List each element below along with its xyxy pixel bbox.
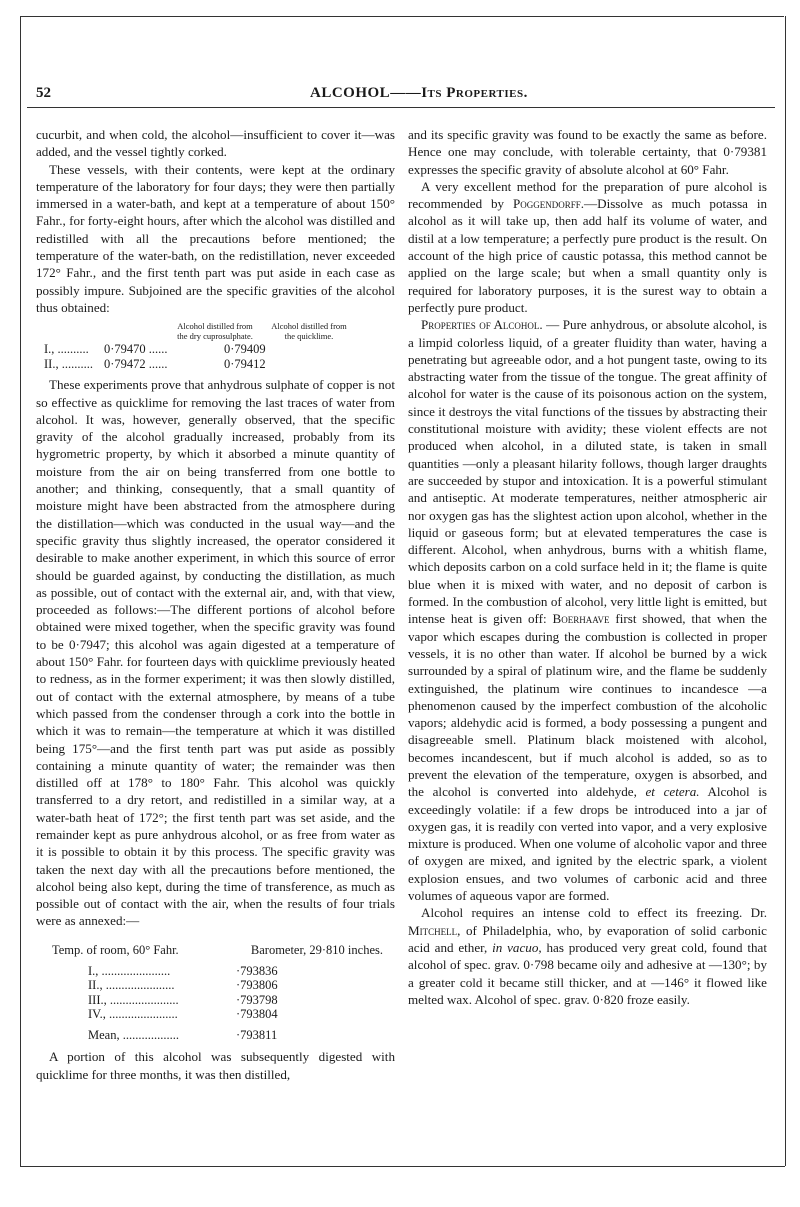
running-head-title: ALCOHOL	[310, 85, 391, 101]
right-column	[408, 126, 767, 1008]
specific-gravity-table-2	[36, 942, 395, 1043]
table-row	[88, 993, 395, 1008]
left-column	[36, 126, 395, 1083]
table-row	[44, 342, 395, 357]
section-heading: Properties of Alcohol.	[421, 317, 543, 333]
paragraph: These experiments prove that anhydrous sulphate of copper is not so effective as quicklime for removing the last traces of water from alcohol. It was, however, generally observed, that the specific gravity of the alcohol gradually increased, probably from its hygrometric property, by which it absorbed a minute quantity of moisture from the air on being transferred from one bottle to another; and thinking, consequently, that a small quantity of moisture might have been abstracted from the atmosphere during the distillation—which was conducted in the usual way—and the specific gravity thus slightly increased, the operator considered it desirable to make another experiment, in which this source of error should be guarded against, by conducting the distillation, as much as possible, out of contact with the external air, and, with that view, proceeded as follows:—The different portions of alcohol before obtained were mixed together, when the specific gravity was found to be 0·7947; this alcohol was again digested at a temperature of about 150° Fahr. for fourteen days with quicklime previously heated to redness, as in the former experiment; it was then slowly distilled, out of contact with the external atmosphere, by means of a tube which passed from the condenser through a cork into the bottle in which it was to remain—the temperature at which it was distilled being 175°—and the first tenth part was put aside as possibly containing a minute quantity of water; the remainder was then distilled off at 178° to 180° Fahr. This alcohol was quickly transferred to a dry retort, and redistilled in a similar way, at a water-bath heat of 172°; the first tenth part was set aside, and the remainder kept as pure anhydrous alcohol, or as free from water as it is possible to obtain it by this process. The specific gravity was taken the next day with all the precautions before mentioned, the alcohol being also kept, during the time of transference, as much as possible out of contact with the air, when the results of four trials were as annexed:—	[36, 377, 395, 929]
row-label: Mean, ..................	[88, 1027, 179, 1042]
text-run: first showed, that when the vapor which escapes during the combustion is collected in proper vessels, it is no other than water. If alcohol be burned by a wick surrounded by a spiral of platinum wire, and the flame be suddenly extinguished, the platinum wire continues to incandesce —a phenomenon caused by the imperfect combustion of the alcoholic vapors; aldehydic acid is formed, a body possessing a pungent and disagreeable smell. Platinum black moistened with alcohol, becomes incandescent, but if much alcohol is added, so as to prevent the elevation of the temperature, oxygen is absorbed, and the alcohol is converted into aldehyde,	[408, 611, 767, 800]
barometer-note: Barometer, 29·810 inches.	[250, 942, 383, 957]
table-row	[88, 1007, 395, 1022]
row-label: I., ..........	[44, 342, 89, 357]
running-head	[310, 85, 528, 102]
paragraph: cucurbit, and when cold, the alcohol—insufficient to cover it—was added, and the vessel tightly corked.	[36, 127, 395, 160]
author-name: Mitchell,	[408, 922, 461, 938]
column-header: Alcohol distilled from the quicklime.	[271, 321, 347, 342]
cell-value: 0·79412	[224, 357, 266, 372]
row-label: II., ..........	[44, 357, 93, 372]
mean-value: ·793811	[236, 1027, 278, 1042]
text-run: —Dissolve as much potassa in alcohol as it will take up, then add half its volume of water, and distil at a low temperature; a perfectly pure product is the result. On account of the high price of caustic potassa, this method cannot be applied on the large scale; but when a small quantity only is required for laboratory purposes, it is the surest way to obtain a perfectly pure product.	[408, 196, 767, 315]
cell-value: ·793804	[236, 1007, 278, 1022]
row-label: I., ......................	[88, 963, 171, 978]
page-border-top	[20, 16, 784, 17]
cell-value: 0·79409	[224, 342, 266, 357]
text-run: — Pure anhydrous, or absolute alcohol, is a limpid colorless liquid, of a greater fluidity than water, having a penetrating but agreeable odor, and a hot pungent taste, owing to its abstracting water from the tissue of the tongue. The great affinity of alcohol for water is the cause of its poisonous action on the system, since it destroys the vital functions of the tissues by abstracting their constitutional moisture with avidity; these violent effects are not produced when alcohol, in a diluted state, is taken in small quantities —only a pleasant hilarity follows, though larger draughts are succeeded by stupor and intoxication. It is a powerful stimulant and antiseptic. At moderate temperatures, neither atmospheric air nor oxygen gas has the slightest action upon alcohol, whether in the liquid or gaseous form; but at elevated temperatures the case is different. Alcohol, when anhydrous, burns with a whitish flame, which deposits carbon on a cold surface held in it; the flame is quite blue when it is mixed with water, and no deposit of carbon is formed. In the combustion of alcohol, very little light is emitted, but intense heat is given off:	[408, 317, 767, 627]
table-row	[44, 357, 395, 372]
text-run: Alcohol is exceedingly volatile: if a few drops be introduced into a jar of oxygen gas, it is readily con verted into vapor, and a very explosive mixture is produced. When one volume of alcoholic vapor and three of oxygen are mixed, and ignited by the electric spark, a violent explosion ensues, and two volumes of carbonic acid and three volumes of aqueous vapor are formed.	[408, 784, 767, 904]
row-label: IV., ......................	[88, 1007, 178, 1022]
table-header	[52, 942, 383, 958]
column-header: Alcohol distilled from the dry cuprosulphate.	[177, 321, 253, 342]
running-head-dash: ——	[390, 85, 422, 101]
paragraph	[408, 178, 767, 316]
paragraph: These vessels, with their contents, were kept at the ordinary temperature of the laboratory for four days; they were then partially immersed in a water-bath, and kept at a temperature of about 150° Fahr., for forty-eight hours, after which the alcohol was distilled and redistilled with all the precautions before mentioned; the temperature of the water-bath, on the redistillation, never exceeded 172° Fahr., and the first tenth part was put aside in each case as possibly impure. Subjoined are the specific gravities of the alcohol thus obtained:	[36, 161, 395, 315]
cell-value: ·793806	[236, 978, 278, 993]
author-name: Boerhaave	[552, 611, 610, 627]
table-mean-row	[88, 1028, 395, 1043]
table-row	[88, 964, 395, 979]
cell-value: ·793798	[236, 992, 278, 1007]
table-row	[88, 978, 395, 993]
row-label: III., ......................	[88, 992, 179, 1007]
temperature-note: Temp. of room, 60° Fahr.	[52, 942, 179, 957]
cell-value: 0·79470 ......	[104, 342, 168, 357]
page-border-right	[785, 16, 786, 1166]
running-head-subtitle: Its Properties.	[421, 85, 528, 101]
page-number: 52	[36, 85, 51, 101]
paragraph	[408, 904, 767, 1008]
page-border-bottom	[20, 1166, 785, 1167]
italic-text: et cetera.	[645, 784, 700, 800]
text-run: Alcohol requires an intense cold to effect its freezing. Dr.	[421, 905, 767, 921]
specific-gravity-table-1	[36, 321, 395, 372]
text-run: A very excellent method for the preparation of pure alcohol is recommended by	[408, 178, 767, 212]
header-rule	[27, 107, 775, 108]
text-run: has produced very great cold, found that alcohol of spec. grav. 0·798 became oily and adhesive at —130°; by a greater cold it became still thicker, and at —146° it flowed like melted wax. Alcohol of spec. grav. 0·820 froze easily.	[408, 939, 767, 1007]
paragraph	[408, 316, 767, 904]
table-header	[36, 321, 349, 341]
italic-text: in vacuo,	[492, 939, 542, 955]
text-run: of Philadelphia, who, by evaporation of solid carbonic acid and ether,	[408, 922, 767, 955]
cell-value: ·793836	[236, 963, 278, 978]
author-name: Poggendorff.	[512, 196, 585, 212]
paragraph: A portion of this alcohol was subsequently digested with quicklime for three months, it was then distilled,	[36, 1049, 395, 1082]
paragraph: and its specific gravity was found to be exactly the same as before. Hence one may conclude, with tolerable certainty, that 0·79381 expresses the specific gravity of absolute alcohol at 60° Fahr.	[408, 127, 767, 177]
page-border-left	[20, 16, 21, 1166]
cell-value: 0·79472 ......	[104, 357, 168, 372]
row-label: II., ......................	[88, 978, 175, 993]
